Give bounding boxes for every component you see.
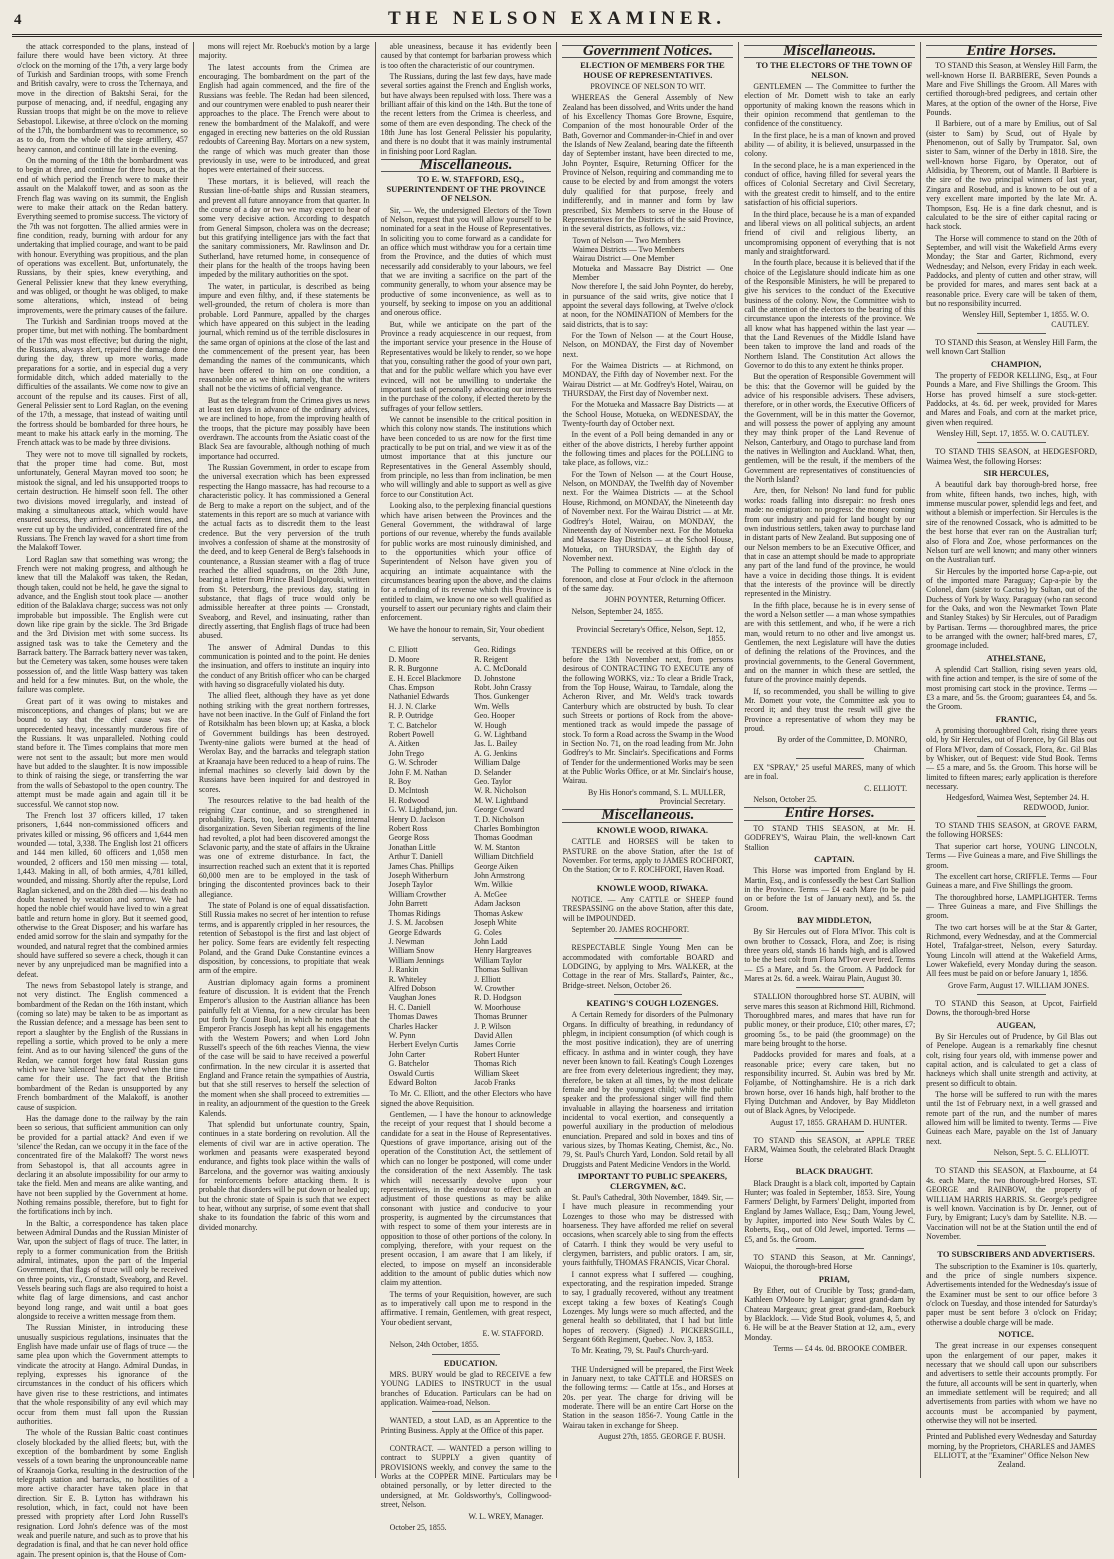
signatory-name: Vaughan Jones — [388, 993, 436, 1003]
ad-paragraph: TO STAND this Season, at Upcot, Fairfield Downs, the thorough-bred Horse — [926, 998, 1097, 1018]
ad-date: Nelson, October 25. — [753, 795, 817, 805]
ad-paragraph: That superior cart horse, YOUNG LINCOLN, Terms — Five Guineas a mare, and Five Shillings the groom. — [926, 841, 1097, 870]
imprint: Printed and Published every Wednesday and Saturday morning, by the Proprietors, CHARLES and JAMES ELLIOTT, at the "Examiner" Office Nelson New Zealand. — [926, 1429, 1097, 1469]
divider — [614, 1360, 682, 1361]
signatory-name: Robert Hunter — [474, 1049, 520, 1059]
ad-paragraph: EX "SPRAY," 25 useful MARES, many of which are in foal. — [744, 763, 916, 782]
signatory-name: Joseph Witherburn — [388, 871, 449, 881]
divider — [796, 758, 864, 759]
ad-paragraph: A splendid Cart Stallion, rising seven years old, with fine action and temper, is the sire of some of the most promising cart stock in the province. Terms — £3 a mare, and 5s. the Groom; guarantees £4, and 5s. the Groom. — [926, 664, 1097, 712]
article-paragraph: The resources relative to the bad health of the reigning Czar continue, and so strengthened in probability. Facts, too, leak out respecting internal disorganization. Seven Siberian regiments of the line had revolted, a plot had been discovered amongst the Sclavonic party, and the state of affairs in the Ukraine was one of extreme disturbance. In fact, the insurrection reached such an extent that it is reported 60,000 men are to be employed in the task of bringing the discontented provinces back to their allegiance. — [198, 796, 370, 899]
signatory-name: John Ladd — [474, 936, 508, 946]
divider — [977, 816, 1045, 817]
signatory-name: Charles Bombington — [474, 824, 540, 834]
ad-paragraph: In the third place, because he is a man of expanded and liberal views on all political subjects, an ardent friend of civil and religious liberty, an uncompromising opponent of everything that is not manly and straightforward. — [744, 209, 916, 256]
signatory-name: R. D. Hodgson — [474, 993, 522, 1003]
signatory-name: Alfred Dobson — [388, 983, 436, 993]
ad-signature: By His Honor's command, S. L. MULLER, Provincial Secretary. — [588, 787, 726, 807]
article-paragraph: But as the telegram from the Crimea gives us news at least ten days in advance of the ordinary advices, we are inclined to hope, from the improving health of the troops, that the picture may possibly have been overdrawn. The accounts from the Asiatic coast of the Black Sea are favourable, although nothing of much importance had occurred. — [198, 395, 370, 461]
signatory-name: Thos. Gunkenger — [474, 692, 529, 702]
newspaper-page — [12, 8, 1102, 1559]
ad-paragraph: TO STAND THIS SEASON, at GROVE FARM, the following HORSES: — [926, 821, 1097, 840]
signatory-name: George Coward — [474, 805, 525, 815]
ad-paragraph: STALLION thoroughbred horse ST. AUBIN, will serve mares this season at Richmond Hill, Richmond. Thoroughbred mares, and mares that have run for public money, or their produce, £10; other mares, £7; grooming 5s., to be paid (the groommage) on the mare being brought to the horse. — [744, 992, 916, 1049]
signatory-name: E. H. Eccel Blackmore — [388, 673, 462, 683]
signatory-name: Thomas Rich — [474, 1059, 517, 1069]
divider — [614, 938, 682, 939]
article-paragraph: The state of Poland is one of equal dissatisfaction. Still Russia makes no secret of her intention to refuse terms, and is apparently crippled in her resources, the retention of Sebastopol is the first and last object of her policy. Some fears are evidently felt respecting Poland, and the Grand Duke Constantine evinces a disposition, by concessions, to propitiate that weak arm of the empire. — [198, 900, 370, 976]
signatory-name: Thomas Sullivan — [474, 965, 528, 975]
signatory-name: Wm. Wilkie — [474, 880, 513, 890]
signatory-name: Robert Powell — [388, 729, 435, 739]
ad-paragraph: NOTICE. — Any CATTLE or SHEEP found TRESPASSING on the above Station, after this date, will be IMPOUNDED. — [562, 894, 734, 923]
article-paragraph: These mortars, it is believed, will reach the Russian line-of-battle ships and Russian steamers, and prevent all future annoyance from that quarter. In the course of a day or two we may expect to hear of some very decisive action. According to despatch from General Simpson, cholera was on the decrease; but this gratifying intelligence jars with the fact that the sanitary commissioners, Mr. Rawlinson and Dr. Sutherland, have returned home, in consequence of their plans for the health of the troops having been impeded by the military authorities on the spot. — [198, 176, 370, 280]
signatory-name: R. Reigent — [474, 654, 508, 664]
ad-paragraph: TENDERS will be received at this Office, on or before the 13th November next, from persons desirous of CONTRACTING TO EXECUTE any of the following WORKS, viz.: To clear a Bridle Track, from the Top House, Wairau, to Tarndale, along the Acheron River, and Mr. Weld's track towards Canterbury which are obstructed by bush. To clear such Streets or portions of Rock from the above-mentioned track as would impede the passage of stock. To form a Road across the Swamp in the Wood in Section No. 71, on the road leading from Mr. John Godfrey's to Mr. Sinclair's. Specifications and Forms of Tender for the undermentioned Works may be seen at the Public Works Office, or at Mr. Sinclair's house, Wairau. — [562, 645, 734, 786]
ad-subheading: PROVINCE OF NELSON TO WIT. — [590, 82, 706, 92]
signatory-name: Arthur T. Daniell — [388, 852, 443, 862]
signatory-name: W. Hough — [474, 720, 507, 730]
signatory-name: J. Newman — [388, 936, 425, 946]
ad-paragraph: The great increase in our expenses consequent upon the enlargement of our paper, makes it necessary that we should call upon our subscribers and advertisers to settle their accounts promptly. For the future, all accounts will be sent in quarterly, when an immediate settlement will be required; and all advertisements from parties with whom we have no accounts must be accompanied by payment, otherwise they will not be inserted. — [926, 1341, 1097, 1426]
signatory-name: James Corrie — [474, 1040, 516, 1050]
signatory-list — [389, 645, 552, 1087]
signatory-name: D. Moore — [388, 654, 420, 664]
section-heading-government-notices: Government Notices. — [562, 45, 733, 58]
signatory-name: Thomas Ridings — [388, 908, 441, 918]
ad-paragraph: Looking also, to the perplexing financial questions which have arisen between the Provinces and the General Government, the withdrawal of large portions of our revenue, whereby the funds available for public works are most ruinously diminished, and to the opportunities which your office of Superintendent of Nelson have given you of acquiring an intimate acquaintance with the circumstances bearing upon the above, and the claims for a refunding of its revenue which this Province is entitled to claim, we know no one so well qualified as yourself to assert our pecuniary rights and claim their enforcement. — [380, 501, 552, 623]
horse-name: CHAMPION, — [990, 358, 1042, 369]
ad-paragraph: For the Town of Nelson — at the Court House, Nelson, on MONDAY, the First day of November next. — [562, 330, 734, 359]
ad-paragraph: A Certain Remedy for disorders of the Pulmonary Organs. In difficulty of breathing, in redundancy of phlegm, in incipient consumption (of which cough is the most positive indication), they are of unerring efficacy. In asthma and in winter cough, they have never been known to fail. Keating's Cough Lozenges are free from every deleterious ingredient; they may, therefore, be taken at all times, by the most delicate female and by the youngest child; while the public speaker and the professional singer will find them invaluable in allaying the hoarseness and irritation incidental to vocal exertion, and consequently a powerful auxiliary in the production of melodious enunciation. Prepared and sold in boxes and tins of various sizes, by Thomas Keating, Chemist, &c., No. 79, St. Paul's Church Yard, London. Sold retail by all Druggists and Patent Medicine Vendors in the World. — [562, 1010, 734, 1169]
article-paragraph: Has the damage done to the railway by the rain been so serious, that sufficient ammunition can only be provided for a partial attack? And even if we 'silence' the Redan, can we occupy it in the face of the concentrated fire of the Malakoff? The worst news from Sebastopol is, that all accounts agree in declaring it an absolute impossibility for our army to take the field. Men and means are alike wanting, and have not been supplied by the Government at home. Nothing remains possible, therefore, but to fight for the fortifications inch by inch. — [17, 1113, 188, 1217]
signatory-name: Charles Hacker — [388, 1021, 438, 1031]
ad-paragraph: Are, then, for Nelson! No land fund for public works: roads falling into disrepair: no fresh ones made: no emigration: no progress: the money coming from our industry and paid for land bought by our own industrious settlers, taken away to purchase land in distant parts of New Zealand. But supposing one of our Nelson members to be an Executive Officer, and that in case an attempt should be made to appropriate any part of the land fund of the province, he would have a voice in deciding those things. It is evident that the interests of the province will be directly represented in the Ministry. — [744, 486, 916, 599]
divider — [432, 1411, 500, 1412]
ad-signature: JOHN POYNTER, Returning Officer. — [605, 595, 726, 605]
ad-paragraph: RESPECTABLE Single Young Men can be accommodated with comfortable BOARD and LODGING, by applying to Mrs. WALKER, at the Cottage in the rear of Mrs. Stallard's, Painter, &c., Bridge-street. Nelson, October 26. — [562, 943, 734, 990]
ad-paragraph: Il Barbiere, out of a mare by Emilius, out of Sal (sister to Sam) by Scud, out of Hyale by Phenomenon, out of Sally by Trumpator. Sal, own sister to Sam, winner of the Derby in 1818. Sire, the well-known horse Figaro, by Operator, out of Aldisidia, by Theorem, out of Mantle. Il Barbiere is the sire of the two principal winners of last year, Zingara and Rosebud, and is known to be out of a very excellent mare imported by the late Mr. A. Thompson, Esq. He is a fine dark chesnut, and is calculated to be the sire of either capital racing or hack stock. — [926, 119, 1097, 232]
ad-paragraph: A promising thoroughbred Colt, rising three years old, by Sir Hercules, out of Florence, by Gil Blas out of Flora M'Ivor, dam of Cossack, Flora, &c. Gil Blas by Whisker, out of Bequest: vide Stud Book. Terms — £5 a mare, and 5s. the Groom. This horse will be limited to fifteen mares; early application is therefore necessary. — [926, 726, 1097, 792]
ad-paragraph: By Sir Hercules out of Flora M'Ivor. This colt is own brother to Cossack, Flora, and Zoe; is rising three years old, stands 16 hands high, and is allowed to be the best colt from Flora M'Ivor ever bred. Terms — £5 a Mare, and 5s. the Groom. A Paddock for Mares at 2s. 6d. a week. Wairau Plain, August 30. — [744, 927, 916, 983]
ad-paragraph: But the operation of Responsible Government will be this: that the Governor will be guided by the advice of his responsible advisers. These advisers, therefore, or in other words, the Executive Officers of the Government, will be in this matter the Governor, and will possess the power of applying any amount they may think proper of the Land Revenue of Nelson, Canterbury, and Otago to purchase land from the natives in Wellington and Auckland. What, then, gentlemen, will be the result, if the members of the Government are representatives of constituencies of the North Island? — [744, 372, 916, 485]
list-item: Wairau District — One Member — [572, 254, 675, 264]
horse-name: SIR HERCULES, — [983, 468, 1049, 479]
ad-date: October 25, 1855. — [389, 1522, 447, 1532]
signatory-name: James Chas. Phillips — [388, 861, 454, 871]
ad-date: September 20. JAMES ROCHFORT. — [571, 924, 690, 934]
signatory-name: T. D. Nicholson — [474, 814, 525, 824]
article-paragraph: The news from Sebastopol lately is strange, and not very distinct. The English commenced a bombardment of the Redan on the 16th instant, which (coming so late) may be taken to be as important as the Russian defence; and a message has been sent to report a slaughter by the English of the Russians in repelling a sortie, which proved to be only a mere feint. And as to our having 'silenced' the guns of the Redan, we cannot forget how fatal Russian guns which we have 'silenced' have proved when the time came for their use. The fact that the British bombardment of the Redan is unsupported by any French bombardment of the Malakoff, is another cause of suspicion. — [17, 981, 188, 1112]
ad-paragraph: For the Waimea Districts — at Richmond, on MONDAY, the Fifth day of November next. For the Wairau District — at Mr. Godfrey's Hotel, Wairau, on THURSDAY, the First day of November next. — [562, 361, 734, 399]
signatory-name: Adam Jackson — [474, 899, 521, 909]
article-paragraph: The allied fleet, although they have as yet done nothing striking with the great northern fortresses, have not been inactive. In the Gulf of Finland the fort of Rotsikhalm has been blown up; at Kaska, a block of Government buildings has been destroyed. Twenty-nine galiots were burned at the head of Werolax Bay, and the barracks and telegraph station at Kraanaja have been reduced to a heap of ruins. The infernal machines so cleverly laid down by the Russians have been inquired for and destroyed in scores. — [198, 691, 370, 794]
signatory-name: R. P. Outridge — [388, 711, 434, 721]
signatory-name: R. Boy — [388, 777, 412, 786]
signatory-name: Thomas Askew — [474, 908, 523, 918]
signatory-name: Nathaniel Edwards — [388, 692, 449, 702]
ad-paragraph: The Horse will commence to stand on the 20th of September, and will visit the Wakefield Arms every Monday; the Star and Garter, Richmond, every Wednesday; and Nelson, every Friday in each week. Paddocks, and plenty of cutten and other straw, will be provided for mares, and mares sent back at a reasonable price. Every care will be taken of them, but no responsibility incurred. — [926, 233, 1097, 308]
signatory-name: William Skeet — [474, 1068, 520, 1078]
signatory-name: J. P. Wilson — [474, 1021, 511, 1031]
ad-closing: We have the honour to remain, Sir, Your obedient servants, — [387, 624, 545, 643]
article-paragraph: The Russians, during the last few days, have made several sorties against the French and English works, but have always been repulsed with loss. There was a brilliant affair of this kind on the 14th. But the tone of the recent letters from the Crimea is cheerless, and some of them are even desponding. The check of the 18th June has lost General Pelissier his popularity, and there is no doubt that it was mainly instrumental in finishing poor Lord Raglan. — [380, 72, 552, 156]
ad-paragraph: TO STAND this Season, at Wensley Hill Farm, the well-known Horse II. BARBIERE, Seven Pounds a Mare and Five Shillings the Groom. All Mares with certified thorough-bred pedigrees, and certain other Mares, at the option of the owner of the Horse, Five Pounds. — [926, 61, 1097, 118]
divider — [977, 1161, 1045, 1162]
horse-name: CAPTAIN. — [814, 853, 855, 864]
divider — [796, 987, 864, 988]
ad-signature: C. ELLIOTT. — [864, 783, 908, 793]
ad-heading: KEATING'S COUGH LOZENGES. — [586, 997, 719, 1008]
signatory-name: W. M. Stanton — [474, 842, 520, 852]
ad-signature: August 27th, 1855. GEORGE F. BUSH. — [598, 1432, 726, 1442]
horse-name: BLACK DRAUGHT. — [795, 1166, 873, 1177]
ad-paragraph: To Mr. C. Elliott, and the other Electors who have signed the above Requisition. — [380, 1089, 552, 1108]
ad-signature: By order of the Committee, D. MONRO, Chairman. — [777, 735, 908, 754]
ad-paragraph: For the Town of Nelson — at the Court House, Nelson, on MONDAY, the Twelfth day of November next. For the Waimea Districts — at the School House, Richmond, on MONDAY, the Nineteenth day of November next. For the Wairau District — at Mr. Godfrey's Hotel, Wairau, on MONDAY, the Nineteenth day of November next. For the Motueka and Massacre Bay Districts — at the School House, Motueka, on THURSDAY, the Eighth day of November next. — [562, 469, 734, 563]
article-paragraph: The Russian Government, in order to escape from the universal execration which has been expressed respecting the Hango massacre, has had recourse to a characteristic policy. It has commissioned a General de Berg to make a report on the subject, and of the statements in this report are so much at variance with the actual facts as to discredit them to the least credence. But the very perversion of the truth involves a confession of shame at the monstrosity of the deed, and to keep General de Berg's falsehoods in countenance, a Russian steamer with a flag of truce reached the allied squadrons, on the 28th June, bearing a letter from Prince Basil Dolgorouki, written from St. Petersburg, the previous day, stating in substance, that flags of truce would only be admissible hereafter at three points — Cronstadt, Sveaborg, and Revel, and insinuating, rather than directly asserting, that English flags of truce had been abused. — [198, 463, 370, 641]
ad-date: Nelson, September 24, 1855. — [571, 606, 664, 616]
signatory-name: William Jennings — [388, 955, 444, 965]
divider — [977, 333, 1045, 334]
ad-paragraph: TO STAND THIS SEASON, at HEDGESFORD, Waimea West, the following Horses: — [926, 447, 1097, 466]
column-4 — [557, 42, 739, 1478]
signatory-name: A. Aitken — [388, 739, 420, 749]
ad-paragraph: The Polling to commence at Nine o'clock in the forenoon, and close at Four o'clock in the afternoon of the same day. — [562, 565, 734, 593]
signatory-name: R. R. Burgonne — [388, 664, 439, 674]
ad-signature: W. L. WREY, Manager. — [468, 1511, 544, 1521]
ad-heading: KNOWLE WOOD, RIWAKA. — [596, 882, 709, 893]
ad-paragraph: The subscription to the Examiner is 10s. quarterly, and the price of single numbers sixpence. Advertisements intended for the Wednesday's issue of the Examiner must be sent to our office before 3 o'clock on Tuesday, and those intended for Saturday's paper must be sent before 3 o'clock on Friday; otherwise a double charge will be made. — [926, 1261, 1097, 1327]
section-heading-miscellaneous: Miscellaneous. — [744, 45, 915, 58]
ad-heading: NOTICE. — [998, 1328, 1034, 1339]
article-paragraph: The Russian Minister, in introducing these unusually suspicious regulations, insinuates that the English have made unfair use of flags of truce — the same plea upon which the Government attempts to vindicate the atrocity at Hango. Admiral Dundas, in replying, expresses his ignorance of the circumstances in the conduct of his officers which have given rise to these restrictions, and intimates that the whole responsibility of any evil which may occur from them must fall upon the Russian authorities. — [17, 1323, 188, 1426]
ad-heading: TO SUBSCRIBERS AND ADVERTISERS. — [937, 1249, 1095, 1260]
horse-name: AUGEAN, — [996, 1019, 1036, 1030]
list-item: Town of Nelson — Two Members — [572, 235, 681, 245]
signatory-name: Geo. Ridings — [474, 645, 516, 655]
ad-paragraph: In the fifth place, because he is in every sense of the word a Nelson settler — a man whose sympathies are with this settlement, and who, if he were a rich man, would return to no other and live amongst us. Gentlemen, the next Legislature will have the duties of defining the relations of the Provinces, and the provincial governments, to the General Government, and on the manner in which these are settled, the future of the province mainly depends. — [744, 600, 916, 685]
ad-paragraph: The property of FEDOR KELLING, Esq., at Four Pounds a Mare, and Five Shillings the Groom. This Horse has proved himself a sure stock-getter. Paddocks, at 4s. 6d. per week, provided for Mares and Mares and Foals, and corn at the market price, given when required. — [926, 371, 1097, 427]
horse-name: FRANTIC, — [995, 713, 1037, 724]
article-paragraph: The whole of the Russian Baltic coast continues closely blockaded by the allied fleets; but, with the exception of the bombardment by some English vessels of a town bearing the unpronounceable name of Kraanoja Gorka, resulting in the destruction of the telegraph station and barracks, no hostilities of a more active character have taken place in that direction. Sir E. B. Lytton has withdrawn his resolution, which, in fact, could not have been pressed with propriety after Lord John Russell's resignation. Lord John's defence was of the most weak and puerile nature, and such as to prove that his degradation is final, and that he can never hold office again. The present opinion is, that the House of Com- — [17, 1428, 188, 1559]
signatory-name: G. Batchelor — [388, 1059, 429, 1069]
signatory-name: William Crowther — [388, 889, 446, 899]
ad-paragraph: Paddocks provided for mares and foals, at a reasonable price; every care taken, but no responsibility incurred. St. Aubin was bred by Mr. Foljambe, of Nottinghamshire. He is a rich dark brown horse, over 16 hands high, half brother to the Flying Dutchman and Andover, by Bay Middleton out of Black Agnes, by Velocipede. — [744, 1050, 916, 1116]
ad-paragraph: Sir, — We, the undersigned Electors of the Town of Nelson, request that you will allow yourself to be nominated for a seat in the House of Representatives. In soliciting you to come forward as a candidate for an office which must withdraw you for a certain time from the Province, and the duties of which must necessarily add considerably to your labours, we feel that we are inviting a sacrifice on the part of the community generally, to whom your absence may be productive of some inconvenience, as well as to yourself, by seeking to impose on you an additional and onerous office. — [380, 205, 552, 318]
columns — [12, 42, 1102, 1559]
ad-paragraph: In the first place, he is a man of known and proved ability — of ability, it is believed, unsurpassed in the colony. — [744, 130, 916, 159]
ad-paragraph: I cannot express what I suffered — coughing, expectorating, and the respiration impeded. Strange to say, I gradually recovered, without any treatment except taking a few boxes of Keating's Cough Lozenges. My lungs were so much affected, and the general health so debilitated, that I had but little hopes of recovery. (Signed) J. PICKERSGILL, Sergeant 66th Regiment, Quebec. Nov. 3, 1853. — [562, 1269, 734, 1344]
ad-paragraph: If, so recommended, you shall be willing to give Mr. Domett your vote, the Committee ask you to record it; and they trust the result will give the Province a representative of whom they may be proud. — [744, 686, 916, 734]
signatory-name: George Edwards — [388, 927, 442, 937]
signatory-name: W. Moorhouse — [474, 1002, 521, 1012]
ad-paragraph: Sir Hercules by the imported horse Cap-a-pie, out of the imported mare Paraguay; Cap-a-pie by the Colonel, dam (sister to Cactus) by Sultan, out of the Duchess of York by Waxy. Paraguay (who ran second for the Oaks, and won the Newmarket Town Plate and Stanley Stakes) by Sir Hercules, out of Paradigm by Partisan. Terms — thoroughbred mares, the price to be arranged with the owner; half-bred mares, £7, groomage included. — [926, 566, 1097, 651]
signatory-name: Jonathan Little — [388, 842, 436, 852]
horse-name: PRIAM, — [818, 1273, 850, 1284]
ad-signature: Nelson, Sept. 5. C. ELLIOTT. — [993, 1148, 1089, 1158]
ad-paragraph: The excellent cart horse, CRIFFLE. Terms — Four Guineas a mare, and Five Shillings the groom. — [926, 871, 1097, 891]
ad-paragraph: The two cart horses will be at the Star & Garter, Richmond, every Wednesday, and at the Commercial Hotel, Trafalgar-street, Nelson, every Saturday. Young Lincoln will attend at the Wakefield Arms, Lower Wakefield, every Monday during the season. All fees must be paid on or before January 1, 1856. — [926, 922, 1097, 979]
article-paragraph: On the morning of the 18th the bombardment was to begin at three, and continue for three hours, at the end of which period the French were to make their assault on the Malakoff tower, and as soon as the French flag was waving on its summit, the English were to make their attack on the Redan battery. Everything seemed to promise success. The victory of the 7th was not forgotten. The allied armies were in fine condition, ready, burning with ardour for any undertaking that implied courage, and want to be paid with honour. Everything was propitious, and the plan of operations was excellent. But, unfortunately, the Russians, by their spies, knew everything, and General Pelissier knew that they knew everything, and was obliged, or thought he was obliged, to make some alterations, which, instead of being improvements, were the primary causes of the failure. — [17, 156, 188, 315]
ad-paragraph: TO STAND this Season, at Mr. Cannings', Waiopui, the thorough-bred Horse — [744, 1252, 916, 1272]
ad-paragraph: To Mr. Keating, 79, St. Paul's Church-yard. — [571, 1346, 709, 1356]
ad-signature: Wensley Hill, September 1, 1855. W. O. CAUTLEY. — [962, 310, 1089, 329]
ad-paragraph: By Ether, out of Crucible by Toss; grand-dam, Kathleen O'Moore by Lanigar; great grand-dam by Chateau Margeaux; great great grand-dam, Roebuck by Blacklock. — Vide Stud Book, volumes 4, 5, and 6. He will be at the Beaver Station at 12, a.m., every Monday. — [744, 1285, 916, 1342]
ad-heading: KNOWLE WOOD, RIWAKA. — [596, 824, 709, 835]
divider — [432, 1439, 500, 1440]
masthead — [12, 8, 1102, 37]
ad-paragraph: In the fourth place, because it is believed that if the choice of the Legislature should indicate him as one of the Responsible Ministers, he will be prepared to give his services to the conduct of the Executive business of the colony. Now, the Committee wish to call the attention of the electors to the bearing of this circumstance upon the interests of the province. We all know what has happened within the last year — that the Land Revenues of the Middle Island have been taken to improve the land and roads of the Northern Island. The Constitution Act allows the Governor to do this to any extent he thinks proper. — [744, 258, 916, 370]
article-paragraph: Lord Raglan saw that something was wrong; the French were not making progress, and although he knew that till the Malakoff was taken, the Redan, though taken, could not be held, he gave the signal to advance, and the English stout took place — another edition of the Balaklava charge; success was not only improbable but impossible. The English were cut down like ripe grain by the sickle. The 3rd Brigade and the 3rd Division met with some success. Its assigned task was to take the Cemetery and the Barrack battery. The Barrack battery never was taken, but the Cemetery was taken, some houses were taken possession of, and the little Wasp battery was taken and held for a few minutes. But, on the whole, the failure was complete. — [17, 554, 188, 695]
signatory-name: Jas. L. Bailey — [474, 739, 518, 749]
ad-paragraph: But, while we anticipate on the part of the Province a ready acquiescence in our request, from the important service your presence in the House of Representatives would be likely to render, so we hope that you, consulting rather the good of your own part, that and for the public welfare which you have ever evinced, will not be unwilling to undertake the important task of personally advocating our interests in the purchase of the colony, if elected thereto by the suffrages of your fellow settlers. — [380, 319, 552, 413]
ad-heading: EDUCATION. — [443, 1357, 498, 1368]
signatory-name: Thomas Goodman — [474, 833, 533, 843]
ad-date: Nelson, 24th October, 1855. — [389, 1340, 479, 1350]
section-heading-miscellaneous: Miscellaneous. — [562, 809, 733, 822]
signatory-name: Edward Bolton — [388, 1078, 437, 1087]
ad-signature: Hedgesford, Waimea West, September 24. H. REDWOOD, Junior. — [946, 793, 1089, 812]
list-item: Waimea Districts — Two Members — [572, 244, 685, 254]
signatory-name: G. W. Schroder — [388, 758, 438, 768]
signatory-name: D. Johnstone — [474, 673, 516, 683]
ad-heading: ELECTION OF MEMBERS FOR THE HOUSE OF REPRESENTATIVES. — [580, 60, 725, 80]
signatory-name: Oswald Curtis — [388, 1068, 435, 1078]
article-paragraph: The answer of Admiral Dundas to this communication is pointed and to the point. He denies the insinuation, and offers to institute an inquiry into the conduct of any British officer who can be charged with having so disgracefully violated his duty. — [198, 642, 370, 690]
ad-paragraph: Black Draught is a black colt, imported by Captain Hunter; was foaled in September, 1853. Sire, Young Farmers' Delight, by Farmers' Delight, imported from England by James Wallace, Esq.; Dam, Young Jewel, by Jupiter, imported into New South Wales by C. Roberts, Esq., out of Old Jewel, imported. Terms — £5, and 5s. the Groom. — [744, 1178, 916, 1244]
ad-paragraph: WANTED, a stout LAD, as an Apprentice to the Printing Business. Apply at the Office of this paper. — [380, 1416, 552, 1435]
section-heading-miscellaneous: Miscellaneous. — [381, 159, 552, 172]
article-paragraph: mons will reject Mr. Roebuck's motion by a large majority. — [198, 42, 370, 61]
signatory-name: William Snow — [388, 946, 435, 956]
section-heading-entire-horses: Entire Horses. — [744, 807, 915, 820]
signatory-name: W. R. Nicholson — [474, 786, 527, 796]
signatory-name: H. Rodwood — [388, 795, 429, 805]
signatory-name: Geo. Hooper — [474, 711, 515, 721]
signatory-name: J. Rankin — [388, 965, 419, 975]
horse-name: ATHELSTANE, — [986, 652, 1046, 663]
signatory-name: A. C. McDonald — [474, 664, 527, 674]
ad-paragraph: The horse will be suffered to run with the mares until the 1st of February next, in a well grassed and remote part of the run, and the number of mares allowed him will be limited to twenty. Terms — Five Guineas each Mare, payable on the 1st of January next. — [926, 1090, 1097, 1146]
signatory-name: G. W. Lightband — [474, 729, 527, 739]
ad-paragraph: GENTLEMEN — The Committee to further the election of Mr. Domett wish to take an early opportunity of making known the reasons which in their opinion recommend that gentleman to the confidence of the constituency. — [744, 82, 916, 129]
ad-paragraph: In the second place, he is a man experienced in the conduct of office, having filled for several years the offices of Colonial Secretary and Civil Secretary, with the greatest credit to himself, and to the entire satisfaction of his official superiors. — [744, 160, 916, 208]
ad-heading: TO E. W. STAFFORD, ESQ., SUPERINTENDENT OF THE PROVINCE OF NELSON. — [386, 174, 546, 204]
divider — [614, 879, 682, 880]
article-paragraph: able uneasiness, because it has evidently been caused by that contempt for barbarian prowess which is too often the characteristic of our countrymen. — [380, 42, 552, 70]
signatory-name: Jacob Franks — [474, 1078, 516, 1087]
ad-signature: Terms — £4 4s. 0d. BROOKE COMBER. — [773, 1344, 908, 1353]
article-paragraph: That splendid but unfortunate country, Spain, continues in a state bordering on revolution. All the elements of civil war are in active operation. The workmen and peasants were exasperated beyond endurance, and fights took place within the walls of Barcelona, and the governor was waiting anxiously for reinforcements before attacking them. It is probable that disorders will be put down or healed up; but the chronic state of Spain is such that we expect to hear, without any surprise, of some event that shall shake to its foundation the fabric of this worn and divided monarchy. — [198, 1119, 370, 1232]
article-paragraph: The French lost 37 officers killed, 17 taken prisoners, 1,644 non-commissioned officers and privates killed or missing, 96 officers and 1,644 men wounded — total, 3,338. The English lost 21 officers and 144 men killed, 60 officers and 1,058 men wounded, 2 officers and 150 men missing — total, 1,443. Making in all, of both armies, 4,781 killed, wounded, and missing. Shortly after the repulse, Lord Raglan sickened, and on the 28th died — his death no doubt hastened by vexation and sorrow. We had hoped the noble chief would have lived to win a great battle and return home in glory. But it seemed good, otherwise to the Great Disposer; and his warfare has ended amid sorrow for the slain and sympathy for the wounded, and natural regret that the combined armies should have suffered so severe a check, though it can never by any unprejudiced man be magnified into a defeat. — [17, 810, 188, 979]
signatory-name: William Taylor — [474, 955, 522, 965]
signatory-name: A. McGee — [474, 889, 507, 899]
signatory-name: J. S. M. Jacobsen — [388, 918, 444, 928]
ad-paragraph: WHEREAS the General Assembly of New Zealand has been dissolved, and Writs under the hand of his Excellency Thomas Gore Browne, Esquire, Companion of the most honourable Order of the Bath, Governor and Commander-in-Chief in and over the Islands of New Zealand, bearing date the fifteenth day of September instant, have been directed to me, John Poynter, Esquire, Returning Officer for the Province of Nelson, requiring and commanding me to cause to be elected by and from amongst the voters duly qualified for that purpose, freely and indifferently, and in manner and form by law prescribed, Six Members to serve in the House of Representatives for the Districts of the said Province, in the several districts, as follows, viz.: — [562, 93, 734, 234]
signatory-name: G. W. Lightband, jun. — [388, 805, 458, 815]
signatory-name: D. Selander — [474, 767, 512, 777]
article-paragraph: the attack corresponded to the plans, instead of failure there would have been victory. At three o'clock on the morning of the 17th, a very large body of Turkish and Sardinian troops, with some French and British cavalry, were to cross the Tchernaya, and move in the direction of Baktshi Serai, for the purpose of menacing, and, if needful, engaging any Russian troops that might be on the move to relieve Sebastopol. Likewise, at three o'clock on the morning of the 17th, the bombardment was to recommence, so as to do, from the whole of the siege artillery, 457 heavy cannon, and continue till late in the evening. — [17, 42, 188, 154]
divider — [796, 1131, 864, 1132]
signatory-name: William Dalge — [474, 758, 521, 768]
ad-signature: August 17, 1855. GRAHAM D. HUNTER. — [770, 1117, 908, 1127]
signatory-name: David Allen — [474, 1030, 513, 1040]
ad-paragraph: CATTLE and HORSES will be taken to PASTURE on the above Station, after the 1st of November. For terms, apply to JAMES ROCHFORT, On the Station; Or to F. ROCHFORT, Haven Road. — [562, 837, 734, 875]
ad-paragraph: A beautiful dark bay thorough-bred horse, free from white, fifteen hands, two inches, high, with immense muscular power, splendid legs and feet, and without a blemish or imperfection. Sir Hercules is the sire of the renowned Cossack, who is admitted to be the best horse that ever ran on the Australian turf; also of Flora and Zoe, whose performances on the Nelson turf are well known; and many other winners on the Australian turf. — [926, 480, 1097, 565]
signatory-name: Robert Ross — [388, 824, 428, 834]
ad-paragraph: We cannot be insensible to the critical position in which this colony now stands. The institutions which have been conceded to us are now for the first time practically to be put on trial, and we view it as of the utmost importance that at this juncture our Representatives in the General Assembly should, from principle, no less than from inclination, be men who will willingly and able to support as well as give force to our Constitution Act. — [380, 415, 552, 499]
ad-paragraph: TO STAND this SEASON, at APPLE TREE FARM, Waimea South, the celebrated Black Draught Horse — [744, 1136, 916, 1164]
article-paragraph: In the Baltic, a correspondence has taken place between Admiral Dundas and the Russian Minister of War, upon the subject of flags of truce. The latter, in reply to a former communication from the British admiral, intimates, upon the part of the Imperial Government, that flags of truce will only be received on three points, viz., Cronstadt, Sveaborg, and Revel. Vessels bearing such flags are also required to hoist a white flag of large dimensions, and cast anchor beyond long range, and wait until a boat goes alongside to receive a written message from them. — [17, 1218, 188, 1322]
signatory-name: Wm. Wells — [474, 701, 510, 711]
signatory-name: J. Elliott — [474, 974, 501, 984]
ad-paragraph: TO STAND this Season, at Wensley Hill Farm, the well known Cart Stallion — [926, 337, 1097, 357]
signatory-name: M. W. Lightband — [474, 795, 528, 805]
signatory-name: W. Crowther — [474, 983, 515, 993]
page-number: 4 — [14, 12, 22, 28]
article-paragraph: The water, in particular, is described as being impure and even filthy, and, if these statements be well-grounded, the return of cholera is more than probable. Lord Panmure, appalled by the charges which have appeared on this subject in the leading journal, which remind us of the terrible disclosures in the same organ of opinions at the close of the last and the commencement of the present year, has been demanding the names of the communicants, which have been offered to him on one condition, a reasonable one as we think, namely, that the writers shall not be the victims of official vengeance. — [198, 281, 370, 394]
signatory-name: Joseph Taylor — [388, 880, 433, 890]
signatory-name: W. Pynn — [388, 1030, 416, 1040]
column-5 — [739, 42, 921, 1478]
ad-paragraph: By Sir Hercules out of Prudence, by Gil Blas out of Penelope. Augean is a remarkably fine chesnut colt, rising four years old, with immense power and capital action, and is calculated to get a class of hackneys which shall unite strength and activity, at present so difficult to obtain. — [926, 1032, 1097, 1088]
divider — [977, 442, 1045, 443]
signatory-name: John Carter — [388, 1049, 426, 1059]
ad-paragraph: Gentlemen, — I have the honour to acknowledge the receipt of your request that I should become a candidate for a seat in the House of Representatives. Questions of grave importance, arising out of the operation of the Constitution Act, the settlement of which can no longer be postponed, will come under the consideration of the next Assembly. The task which will necessarily devolve upon your representatives, in the endeavour to effect such an adjustment of those questions as may be alike consonant with justice and conducive to your prosperity, is augmented by the circumstances that with respect to some of them your interests are in opposition to those of other portions of the colony. In complying, therefore, with your request on the present occasion, I am aware that I am likely, if elected, to impose on myself an inconsiderable addition to the amount of public duties which now claim my attention. — [380, 1110, 552, 1288]
signatory-name: C. Elliott — [388, 645, 418, 655]
ad-paragraph: Now therefore I, the said John Poynter, do hereby, in pursuance of the said writs, give notice that I appoint the several days following, at Twelve o'clock at noon, for the NOMINATION of Members for the said districts, that is to say: — [562, 282, 734, 329]
district-list — [572, 236, 733, 283]
signatory-name: George Ross — [388, 833, 430, 843]
signatory-name: Chas. Empson — [388, 682, 435, 692]
ad-paragraph: MRS. BURY would be glad to RECEIVE a few YOUNG LADIES to INSTRUCT in the usual branches of Education. Particulars can be had on application. Waimea-road, Nelson. — [380, 1370, 552, 1408]
ad-paragraph: In the event of a Poll being demanded in any or either of the above districts, I hereby further appoint the following times and places for the POLLING to take place, as follows, viz.: — [562, 430, 734, 468]
article-paragraph: The latest accounts from the Crimea are encouraging. The bombardment on the part of the English had again commenced, and the fire of the Russians was feeble. The Redan had been silenced, and our countrymen were enabled to push nearer their approaches to the place. The French were about to renew the bombardment of the Malakoff, and were engaged in erecting new batteries on the old Russian redoubts of Careening Bay. Mortars on a new system, the range of which was much greater than those previously in use, were to be introduced, and great hopes were entertained of their success. — [198, 62, 370, 175]
article-paragraph: Great part of it was owing to mistakes and misconceptions, and changes of plans; but we are bound to say that the chief cause was the unprecedented heavy, incessantly murderous fire of the Russians. It was unparalleled. Nothing could stand before it. The Times complains that more men were not sent to the assault; but more men would have but added to the slaughter. It is now impossible to think of raising the siege, or transferring the war from the walls of Sebastopol to the open country. The attempt must be made again and again till it be successful. We cannot stop now. — [17, 696, 188, 809]
ad-signature: Grove Farm, August 17. WILLIAM JONES. — [947, 980, 1089, 990]
ad-paragraph: The thoroughbred horse, LAMPLIGHTER. Terms — Three Guineas a mare, and Five Shillings the groom. — [926, 892, 1097, 921]
article-paragraph: The Turkish and Sardinian troops moved at the proper time, but met with nothing. The bombardment of the 17th was most effective; but during the night, the Russians, always alert, repaired the damage done during the day, threw up more works, made preparations for a sortie, and in especial dug a very formidable ditch, which added materially to the difficulties of the assailants. We come now to give an account of the repulse and its causes. First of all, General Pelissier sent to Lord Raglan, on the evening of the 17th, a message, that instead of waiting until the fortress should be bombarded for three hours, he meant to make his attack early in the morning. The French attack was to be made by three divisions. — [17, 316, 188, 448]
ad-paragraph: TO STAND THIS SEASON, at Mr. H. GODFREY'S, Wairau Plain, the well-known Cart Stallion — [744, 823, 916, 852]
ad-heading: TO THE ELECTORS OF THE TOWN OF NELSON. — [755, 60, 913, 80]
signatory-name: Herbert Evelyn Curtis — [388, 1040, 459, 1050]
signatory-name: G. Coles — [474, 927, 502, 937]
ad-paragraph: CONTRACT. — WANTED a person willing to contract to SUPPLY a given quantity of PROVISIONS weekly, and convey the same to the Works at the COPPER MINE. Particulars may be obtained personally, or by letter directed to the undersigned, at Mr. Goldsworthy's, Collingwood-street, Nelson. — [380, 1444, 552, 1510]
signatory-name: Henry Hargreaves — [474, 946, 532, 956]
signatory-name: George Aiken — [474, 861, 518, 871]
divider — [977, 1245, 1045, 1246]
divider — [796, 1248, 864, 1249]
article-paragraph: They were not to move till signalled by rockets, that the proper time had come. But, most unfortunately, General Mayran moved too soon; he mistook the signal, and led his unsupported troops to certain destruction. He himself soon fell. The other two divisions moved irregularly, and instead of making a simultaneous attack, which would have ensured success, they arrived at different times, and were cut up by the undivided, concentrated fire of the Russians. The French lay waved for a short time from the Malakoff Tower. — [17, 449, 188, 553]
ad-paragraph: St. Paul's Cathedral, 30th November, 1849. Sir, — I have much pleasure in recommending your Lozenges to those who may be distressed with hoarseness. They have afforded me relief on several occasions, when scarcely able to sing from the effects of Catarrh. I think they would be very useful to clergymen, barristers, and public orators. I am, sir, yours faithfully, THOMAS FRANCIS, Vicar Choral. — [562, 1192, 734, 1268]
column-1 — [12, 42, 194, 1559]
signatory-name: Joseph White — [474, 918, 517, 928]
signatory-name: William Ditchfield — [474, 852, 534, 862]
signatory-name: Robt. John Crassy — [474, 682, 532, 692]
signatory-name: Henry D. Jackson — [388, 814, 445, 824]
signatory-name: T. C. Batchelor — [388, 720, 437, 730]
ad-heading: IMPORTANT TO PUBLIC SPEAKERS, CLERGYMEN, &C. — [577, 1171, 728, 1191]
signatory-name: H. C. Daniell — [388, 1002, 431, 1012]
signatory-name: R. Whiteley — [388, 974, 427, 984]
ad-paragraph: The terms of your Requisition, however, are such as to imperatively call upon me to respond in the affirmative. I remain, Gentlemen, with great respect, Your obedient servant, — [380, 1289, 552, 1327]
divider — [432, 1354, 500, 1355]
signatory-name: Thomas Dawes — [388, 1012, 438, 1022]
horse-name: BAY MIDDLETON, — [797, 914, 872, 925]
signatory-name: H. J. N. Clarke — [388, 701, 436, 711]
signatory-name: John Trego — [388, 748, 424, 758]
ad-signature: E. W. STAFFORD. — [482, 1329, 544, 1338]
newspaper-title: THE NELSON EXAMINER. — [387, 8, 727, 29]
article-paragraph: Austrian diplomacy again forms a prominent feature of discussion. It is evident that the French Emperor's allusion to the Austrian alliance has been painfully felt at Vienna, for a new circular has been put forth by Count Buol, in which he notes that the Emperor Francis Joseph has kept all his engagements with the Western Powers; and when Lord John Russell's speech of the 6th reaches Vienna, the view of the case will be said to have received a powerful confirmation. In the new circular it is asserted that England and France retain the sympathies of Austria, but that she still reserves to herself the selection of the moment when she shall proceed to extremities — in reality, an adjournment of the question to the Greek Kalends. — [198, 977, 370, 1118]
ad-paragraph: TO STAND this SEASON, at Flaxbourne, at £4 4s. each Mare, the two thorough-bred Horses, ST. GEORGE and RAINBOW, the property of WILLIAM HARRIS HARRIS. St. George's pedigree is well known. Vaccination is by Dr. Jenner, out of Fury, by Emigrant; Lucy's dam by Satellite. N.B. — Vaccination will not be at the Station until the end of November. — [926, 1166, 1097, 1241]
ad-paragraph: THE Undersigned will be prepared, the First Week in January next, to take CATTLE and HORSES on the following terms: — Cattle at 15s., and Horses at 20s. per year. The charge for driving will be moderate. There will be an entire Cart Horse on the Station in the season 1856-7. Young Cattle in the Wairau taken in exchange for Sheep. — [562, 1364, 734, 1430]
signatory-name: Thomas Brunner — [474, 1012, 528, 1022]
signatory-name: Geo. Taylor — [474, 777, 512, 786]
column-6 — [921, 42, 1102, 1478]
signatory-name: John Barrett — [388, 899, 428, 909]
signatory-name: D. McIntosh — [388, 786, 429, 796]
ad-signature: Wensley Hill, Sept. 17, 1855. W. O. CAUTLEY. — [936, 429, 1089, 439]
signatory-name: John F. M. Nathan — [388, 767, 447, 777]
divider — [614, 994, 682, 995]
ad-paragraph: For the Motueka and Massacre Bay Districts — at the School House, Motueka, on WEDNESDAY, the Twenty-fourth day of October next. — [562, 400, 734, 429]
column-3 — [376, 42, 558, 1532]
signatory-name: A. G. Jenkins — [474, 748, 518, 758]
ad-paragraph: This Horse was imported from England by H. Martin, Esq., and is confessedly the best Cart Stallion in the Province. Terms — £4 each Mare (to be paid on or before the 1st of January next), and 5s. the Groom. — [744, 866, 916, 913]
divider — [614, 620, 682, 621]
ad-dateline: Provincial Secretary's Office, Nelson, Sept. 12, 1855. — [576, 624, 726, 644]
column-2 — [194, 42, 376, 1478]
divider — [977, 994, 1045, 995]
list-item: Motueka and Massacre Bay District — One Member — [572, 263, 734, 282]
signatory-name: John Armstrong — [474, 871, 525, 881]
section-heading-entire-horses: Entire Horses. — [926, 45, 1097, 58]
